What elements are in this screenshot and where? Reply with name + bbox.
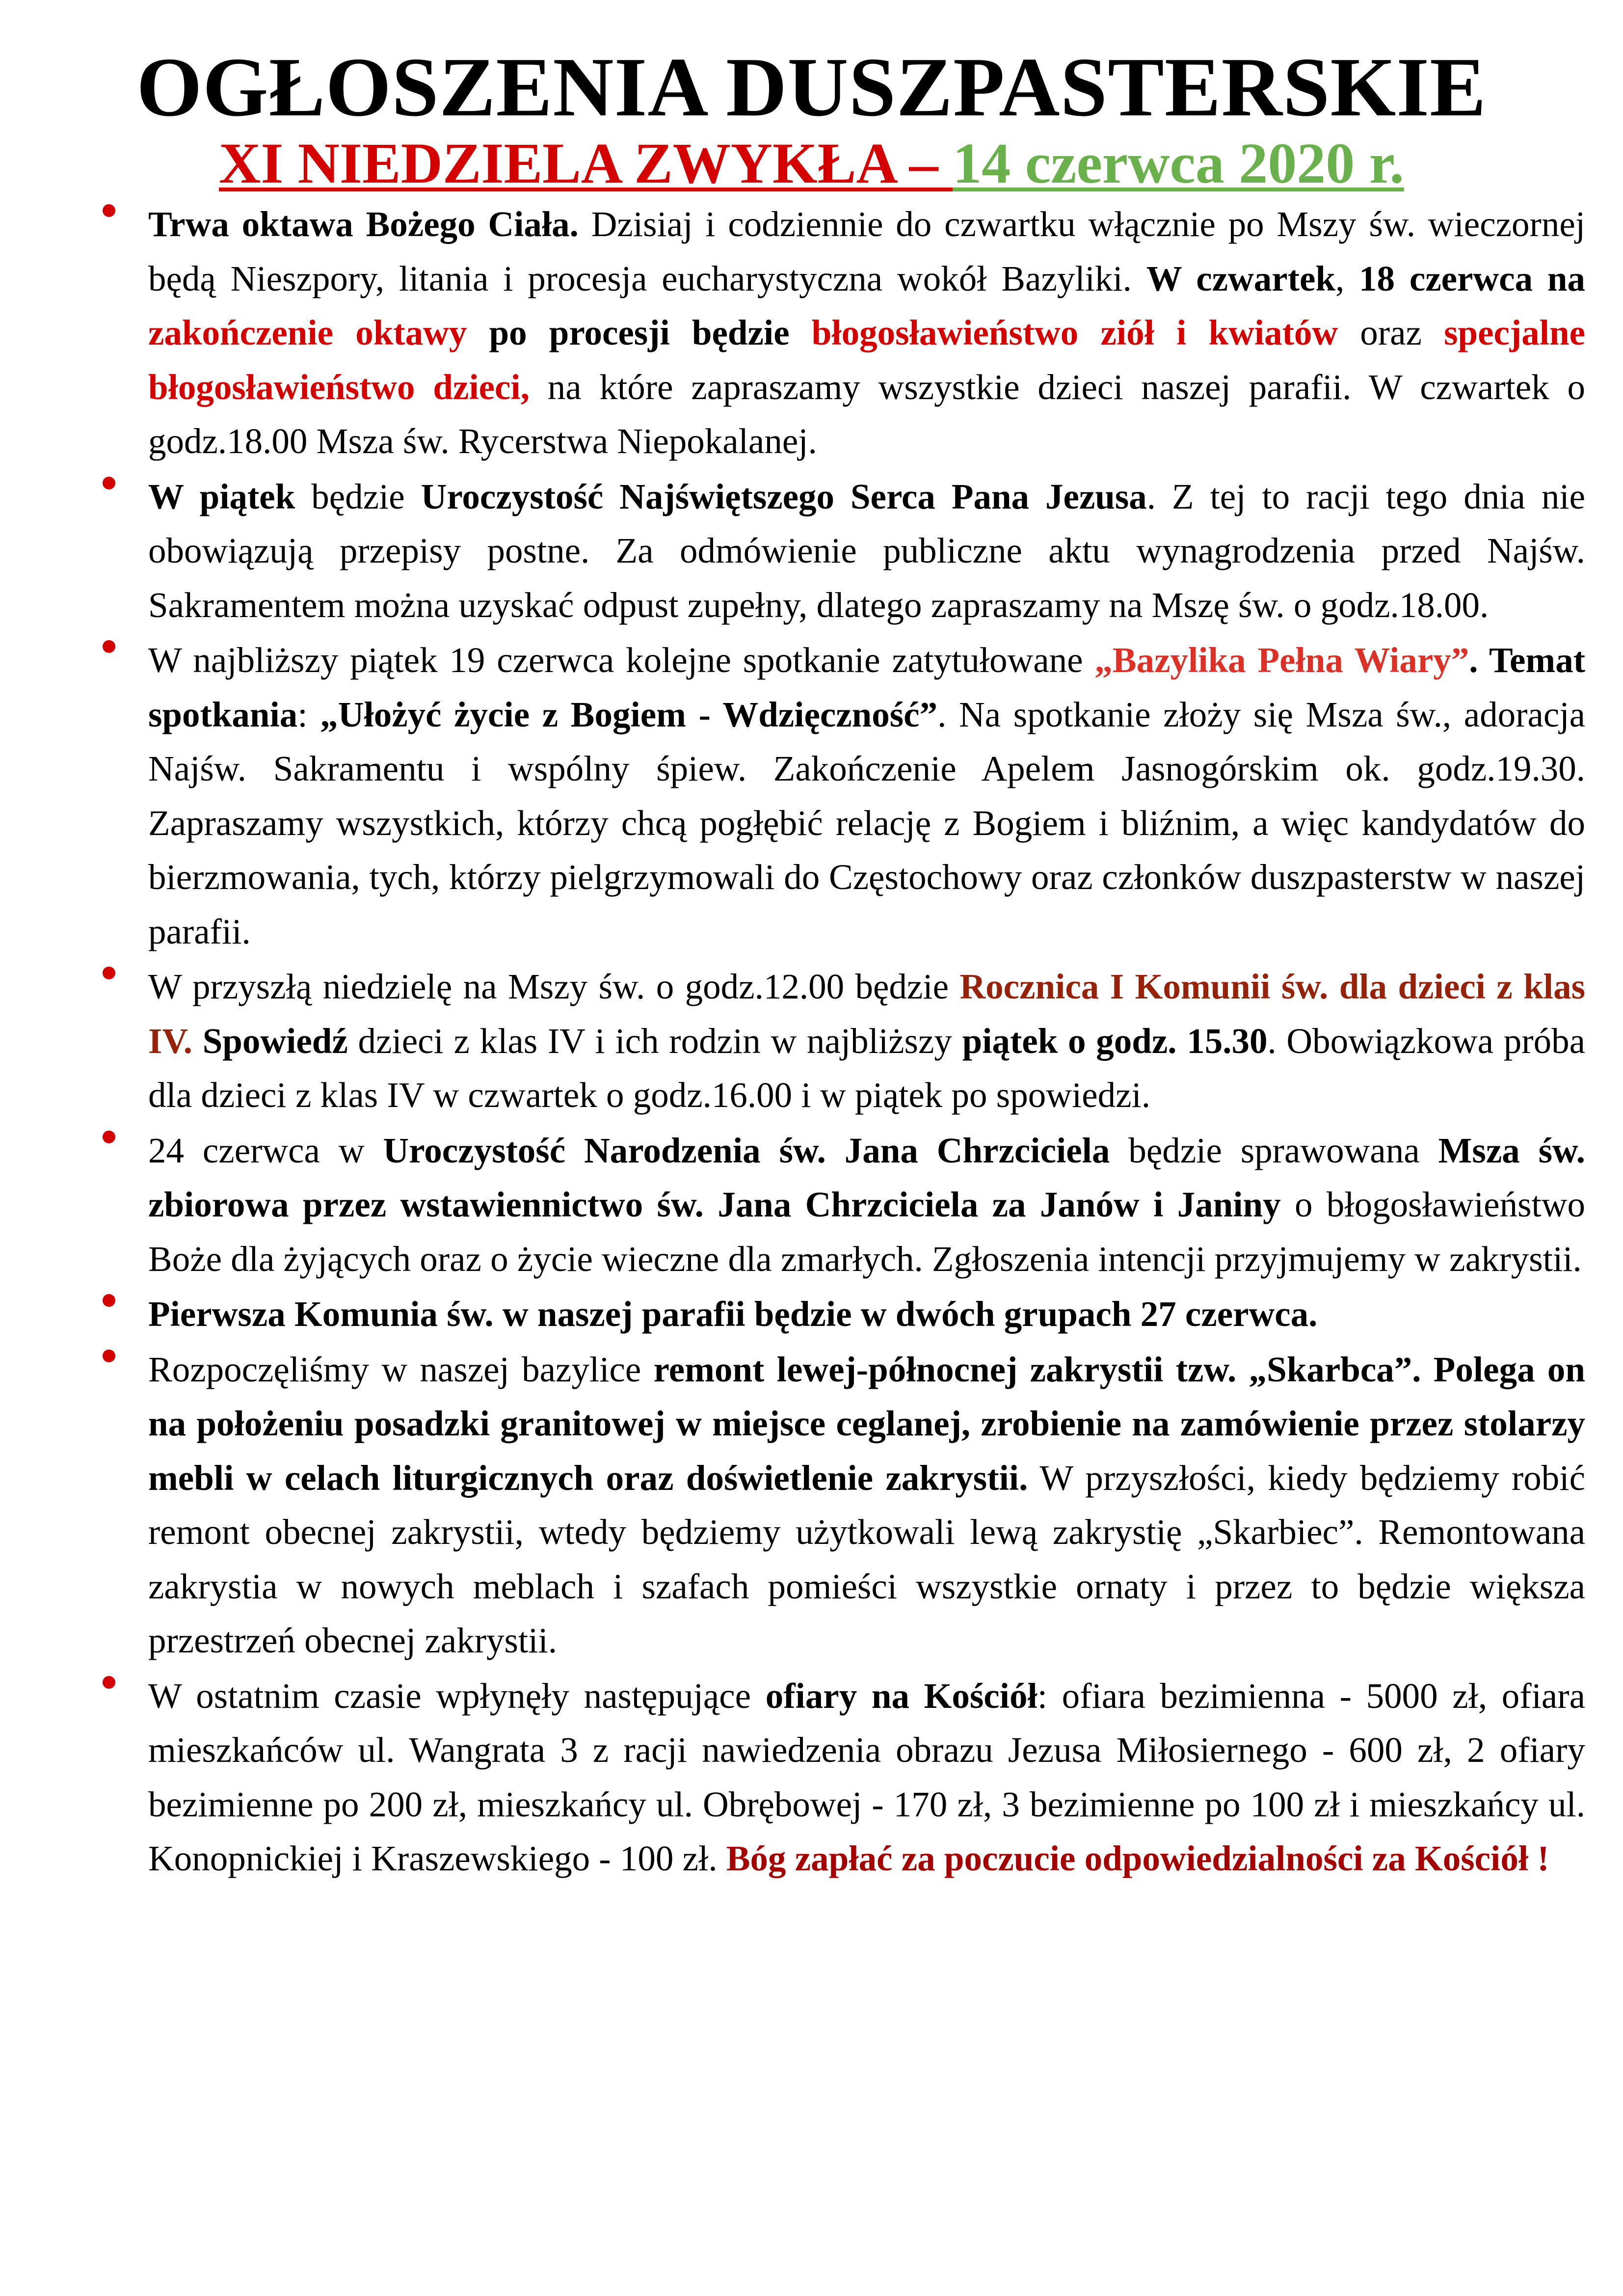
announcement-highlight: Spowiedź [192, 1021, 348, 1061]
announcement-item [148, 197, 1585, 469]
announcement-highlight: Bóg zapłać za poczucie odpowiedzialności za Kościół ! [726, 1838, 1549, 1878]
announcement-text: o błogosławieństwo Boże dla żyjących oraz o życie wieczne dla zmarłych. Zgłoszenia intencji przyjmujemy w zakrystii. [148, 1185, 1585, 1279]
announcement-item [148, 960, 1585, 1123]
announcement-item [148, 470, 1585, 633]
announcement-text: oraz [1338, 313, 1444, 352]
date-label: 14 czerwca 2020 r. [953, 131, 1404, 195]
announcement-text: W przyszłości, kiedy będziemy robić remont obecnej zakrystii, wtedy będziemy użytkowali lewą zakrystię „Skarbiec”. Remontowana zakrystia w nowych meblach i szafach pomieści wszystkie ornaty i przez to będzie większa przestrzeń obecnej zakrystii. [148, 1458, 1585, 1660]
page-title: OGŁOSZENIA DUSZPASTERSKIE [136, 41, 1487, 134]
announcement-text: , [1335, 258, 1359, 298]
announcement-item [148, 1124, 1585, 1287]
announcement-text: na które zapraszamy wszystkie dzieci naszej parafii. W czwartek o godz.18.00 Msza św. Rycerstwa Niepokalanej. [148, 367, 1586, 461]
announcement-text: W ostatnim czasie wpłynęły następujące [148, 1675, 766, 1716]
announcement-text: W najbliższy piątek 19 czerwca kolejne spotkanie zatytułowane [148, 640, 1095, 680]
announcement-item [148, 1287, 1585, 1342]
sunday-name: XI NIEDZIELA ZWYKŁA – [219, 131, 953, 195]
announcement-text: W przyszłą niedzielę na Mszy św. o godz.12.00 będzie [148, 967, 960, 1006]
announcement-item [148, 1343, 1585, 1668]
announcement-text: . Z tej to racji tego dnia nie obowiązują przepisy postne. Za odmówienie publiczne aktu wynagrodzenia przed Najśw. Sakramentem można uzyskać odpust zupełny, dlatego zapraszamy na Mszę św. o godz.18.00. [148, 476, 1585, 625]
bullet-icon [103, 1294, 115, 1307]
announcement-highlight: ofiary na Kościół [765, 1675, 1038, 1716]
announcement-item [148, 633, 1585, 959]
announcement-highlight: specjalne błogosławieństwo dzieci, [148, 313, 1585, 407]
announcement-text: Dzisiaj i codziennie do czwartku włącznie po Mszy św. wieczornej będą Nieszpory, litania i procesja eucharystyczna wokół Bazyliki. [148, 204, 1585, 298]
announcement-highlight: 18 czerwca na [1359, 258, 1585, 298]
announcement-highlight: po procesji będzie [467, 313, 812, 352]
announcement-highlight: błogosławieństwo ziół i kwiatów [811, 313, 1338, 352]
announcement-highlight: . Temat spotkania [148, 640, 1586, 734]
announcement-text: Rozpoczęliśmy w naszej bazylice [148, 1349, 654, 1389]
announcements-list [148, 197, 1585, 1887]
announcement-text: będzie [295, 476, 421, 516]
bullet-icon [103, 1676, 115, 1689]
announcement-text: 24 czerwca w [148, 1130, 383, 1170]
announcement-highlight: zakończenie oktawy [148, 313, 467, 352]
announcement-text: : ofiara bezimienna - 5000 zł, ofiara mieszkańców ul. Wangrata 3 z racji nawiedzenia obrazu Jezusa Miłosiernego - 600 zł, 2 ofiary bezimienne po 200 zł, mieszkańcy ul. Obrębowej - 170 zł, 3 bezimienne po 100 zł i mieszkańcy ul. Konopnickiej i Kraszewskiego - 100 zł. [148, 1675, 1585, 1878]
announcement-highlight: W czwartek [1146, 258, 1335, 298]
bullet-icon [103, 477, 115, 489]
announcement-text: . Na spotkanie złoży się Msza św., adoracja Najśw. Sakramentu i wspólny śpiew. Zakończenie Apelem Jasnogórskim ok. godz.19.30. Zapraszamy wszystkich, którzy chcą pogłębić relację z Bogiem i bliźnim, a więc kandydatów do bierzmowania, tych, którzy pielgrzymowali do Częstochowy oraz członków duszpasterstw w naszej parafii. [148, 694, 1585, 951]
announcement-text: . Obowiązkowa próba dla dzieci z klas IV w czwartek o godz.16.00 i w piątek po spowiedzi. [148, 1021, 1585, 1115]
announcement-highlight: piątek o godz. 15.30 [962, 1021, 1268, 1061]
announcement-item [148, 1669, 1585, 1886]
announcement-text: dzieci z klas IV i ich rodzin w najbliższy [347, 1021, 962, 1061]
announcement-highlight: Rocznica I Komunii św. dla dzieci z klas IV. [148, 967, 1585, 1061]
announcement-text: będzie sprawowana [1110, 1130, 1438, 1170]
bullet-icon [103, 640, 115, 653]
announcement-text: : [297, 694, 320, 734]
announcement-highlight: Uroczystość Narodzenia św. Jana Chrzciciela [383, 1130, 1110, 1170]
announcement-highlight: „Ułożyć życie z Bogiem - Wdzięczność” [320, 694, 938, 734]
announcement-highlight: remont lewej-północnej zakrystii tzw. „Skarbca”. Polega on na położeniu posadzki granitowej w miejsce ceglanej, zrobienie na zamówienie przez stolarzy mebli w celach liturgicznych oraz doświetlenie zakrystii. [148, 1349, 1586, 1498]
bullet-icon [103, 1350, 115, 1362]
announcement-highlight: „Bazylika Pełna Wiary” [1094, 640, 1469, 680]
announcement-highlight: Msza św. zbiorowa przez wstawiennictwo św. Jana Chrzciciela za Janów i Janiny [148, 1130, 1585, 1224]
bullet-icon [103, 967, 115, 979]
announcement-highlight: W piątek [148, 476, 295, 516]
page-subtitle [0, 132, 1623, 195]
announcement-highlight: Uroczystość Najświętszego Serca Pana Jezusa [421, 476, 1147, 516]
announcement-highlight: Trwa oktawa Bożego Ciała. [148, 204, 579, 244]
bullet-icon [103, 1131, 115, 1143]
bullet-icon [103, 204, 115, 217]
announcement-highlight: Pierwsza Komunia św. w naszej parafii będzie w dwóch grupach 27 czerwca. [148, 1294, 1318, 1334]
